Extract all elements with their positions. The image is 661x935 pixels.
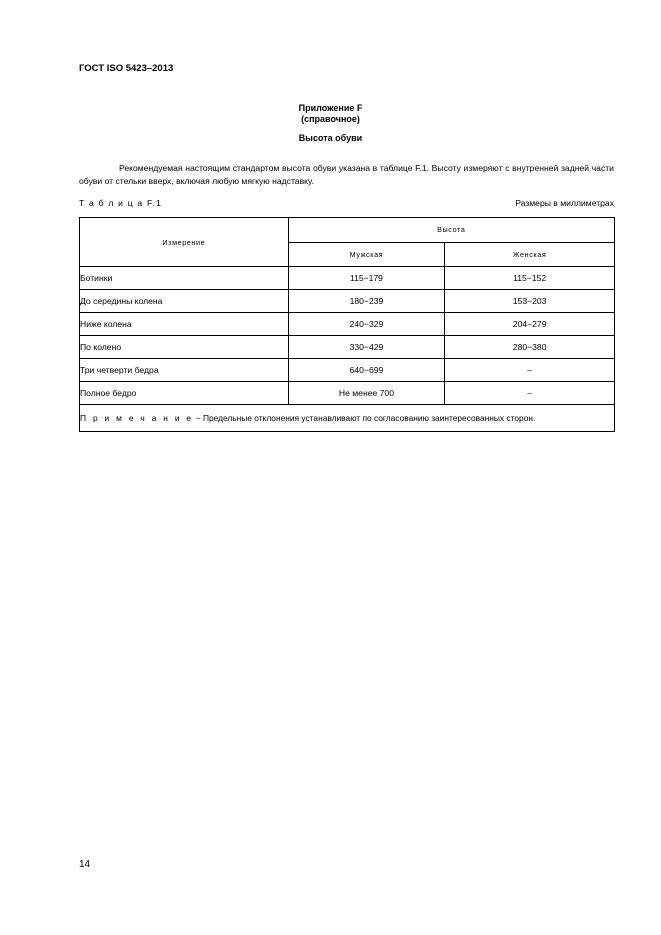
table-units: Размеры в миллиметрах (515, 198, 614, 208)
row-women-value: 204−279 (445, 313, 615, 336)
intro-paragraph: Рекомендуемая настоящим стандартом высота обуви указана в таблице F.1. Высоту измеряют с внутренней задней части обуви от стельки вверх, включая любую мягкую надставку. (79, 163, 614, 186)
row-men-value: Не менее 700 (288, 382, 445, 405)
row-name: Полное бедро (80, 382, 289, 405)
header-women: Женская (445, 242, 615, 267)
page-number: 14 (79, 859, 91, 870)
row-men-value: 115−179 (288, 267, 445, 290)
appendix-title: Приложение F (298, 103, 363, 113)
note-label: П р и м е ч а н и е (80, 413, 194, 423)
header-measure: Измерение (80, 218, 289, 267)
row-men-value: 330−429 (288, 336, 445, 359)
shoe-height-table (79, 217, 615, 432)
table-note-row (80, 405, 615, 432)
header-height: Высота (288, 218, 614, 243)
row-women-value: – (445, 382, 615, 405)
row-name: До середины колена (80, 290, 289, 313)
table-row (80, 290, 615, 313)
table-note (80, 405, 615, 432)
row-name: Ботинки (80, 267, 289, 290)
header-men: Мужская (288, 242, 445, 267)
document-header: ГОСТ ISO 5423–2013 (79, 63, 174, 74)
row-women-value: – (445, 359, 615, 382)
row-men-value: 180−239 (288, 290, 445, 313)
row-women-value: 153−203 (445, 290, 615, 313)
row-name: Ниже колена (80, 313, 289, 336)
section-title: Высота обуви (298, 133, 363, 143)
table-caption: Т а б л и ц а F.1 (79, 198, 163, 208)
row-name: По колено (80, 336, 289, 359)
row-women-value: 280−380 (445, 336, 615, 359)
row-men-value: 240−329 (288, 313, 445, 336)
table-row (80, 336, 615, 359)
table-row (80, 359, 615, 382)
row-women-value: 115−152 (445, 267, 615, 290)
note-text: − Предельные отклонения устанавливают по согласованию заинтересованных сторон. (193, 413, 536, 423)
row-name: Три четверти бедра (80, 359, 289, 382)
appendix-heading (0, 103, 661, 125)
row-men-value: 640−699 (288, 359, 445, 382)
appendix-type: (справочное) (301, 114, 360, 124)
table-row (80, 267, 615, 290)
table-row (80, 382, 615, 405)
table-row (80, 313, 615, 336)
